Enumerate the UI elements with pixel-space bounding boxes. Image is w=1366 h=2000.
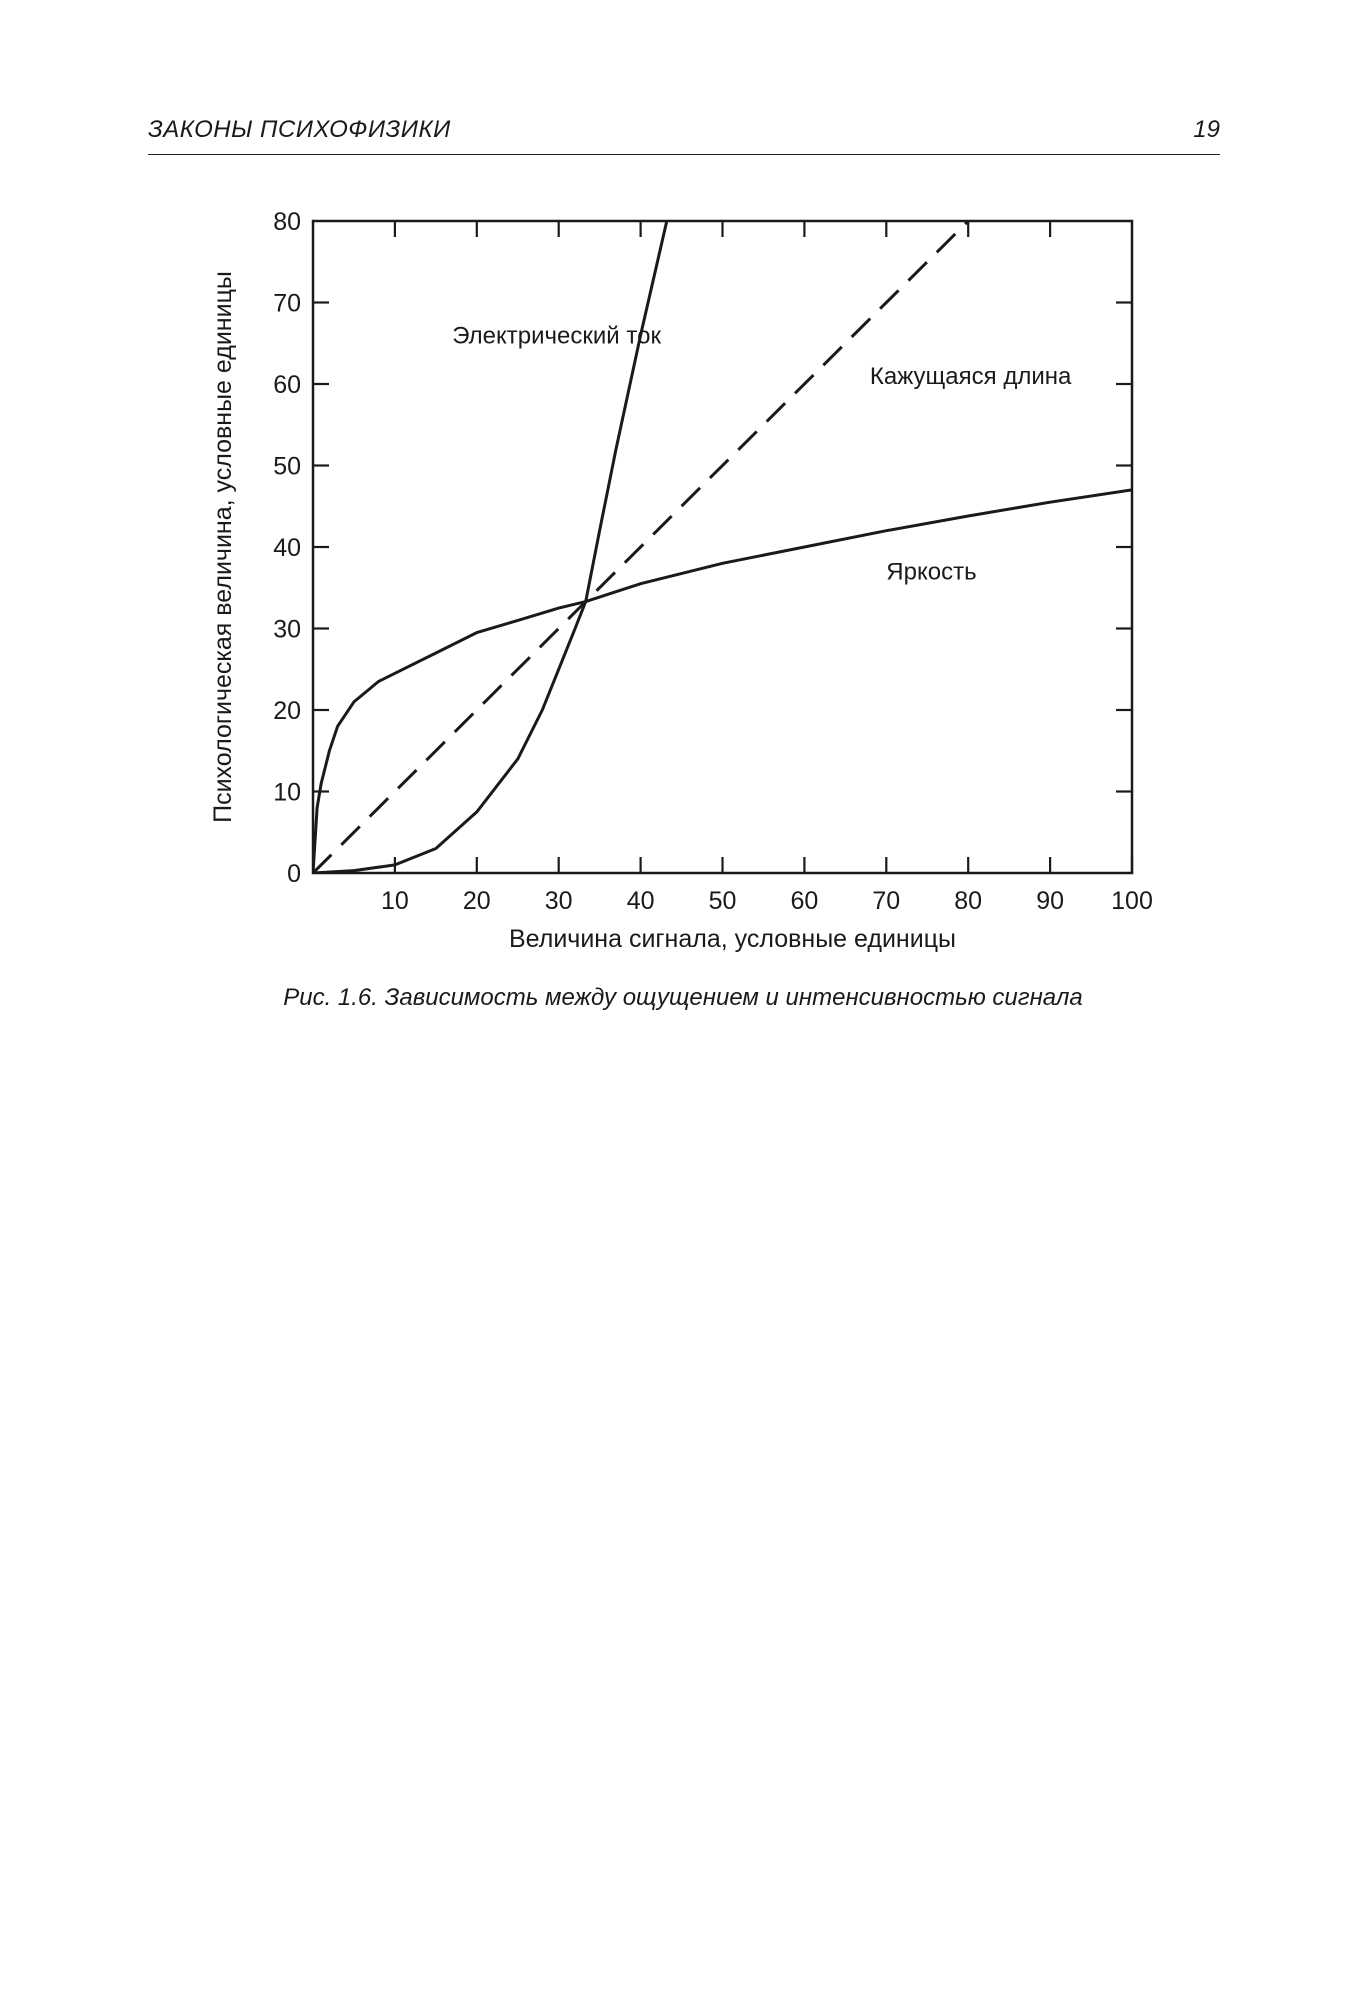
- y-tick-label: 50: [273, 452, 301, 481]
- x-tick-label: 30: [544, 887, 573, 915]
- x-axis-label: Величина сигнала, условные единицы: [509, 925, 956, 953]
- plot-frame: [313, 221, 1132, 873]
- x-tick-label: 20: [462, 887, 491, 915]
- series-line: [313, 221, 667, 873]
- series-label: Яркость: [886, 558, 977, 586]
- x-tick-label: 10: [380, 887, 409, 915]
- x-tick-label: 60: [790, 887, 819, 915]
- y-tick-label: 0: [287, 860, 301, 888]
- x-tick-label: 80: [954, 887, 983, 915]
- y-tick-label: 80: [273, 208, 301, 236]
- figure-caption: Рис. 1.6. Зависимость между ощущением и интенсивностью сигнала: [283, 984, 1083, 1011]
- page-number: 19: [1193, 116, 1220, 143]
- series-line: [313, 490, 1132, 873]
- y-axis-label: Психологическая величина, условные единицы: [209, 271, 237, 823]
- y-tick-label: 20: [273, 697, 301, 725]
- x-tick-label: 90: [1036, 887, 1065, 915]
- x-tick-label: 70: [872, 887, 901, 915]
- x-tick-label: 50: [708, 887, 737, 915]
- chart: [0, 0, 1366, 980]
- series-label: Электрический ток: [452, 322, 661, 350]
- y-tick-label: 60: [273, 371, 301, 399]
- x-tick-label: 100: [1111, 887, 1153, 915]
- y-tick-label: 30: [273, 615, 301, 644]
- series-label: Кажущаяся длина: [869, 363, 1072, 390]
- y-tick-label: 40: [273, 534, 301, 562]
- y-tick-label: 10: [273, 778, 301, 807]
- y-tick-label: 70: [273, 289, 301, 318]
- x-tick-label: 40: [626, 887, 655, 915]
- running-title: ЗАКОНЫ ПСИХОФИЗИКИ: [148, 116, 451, 143]
